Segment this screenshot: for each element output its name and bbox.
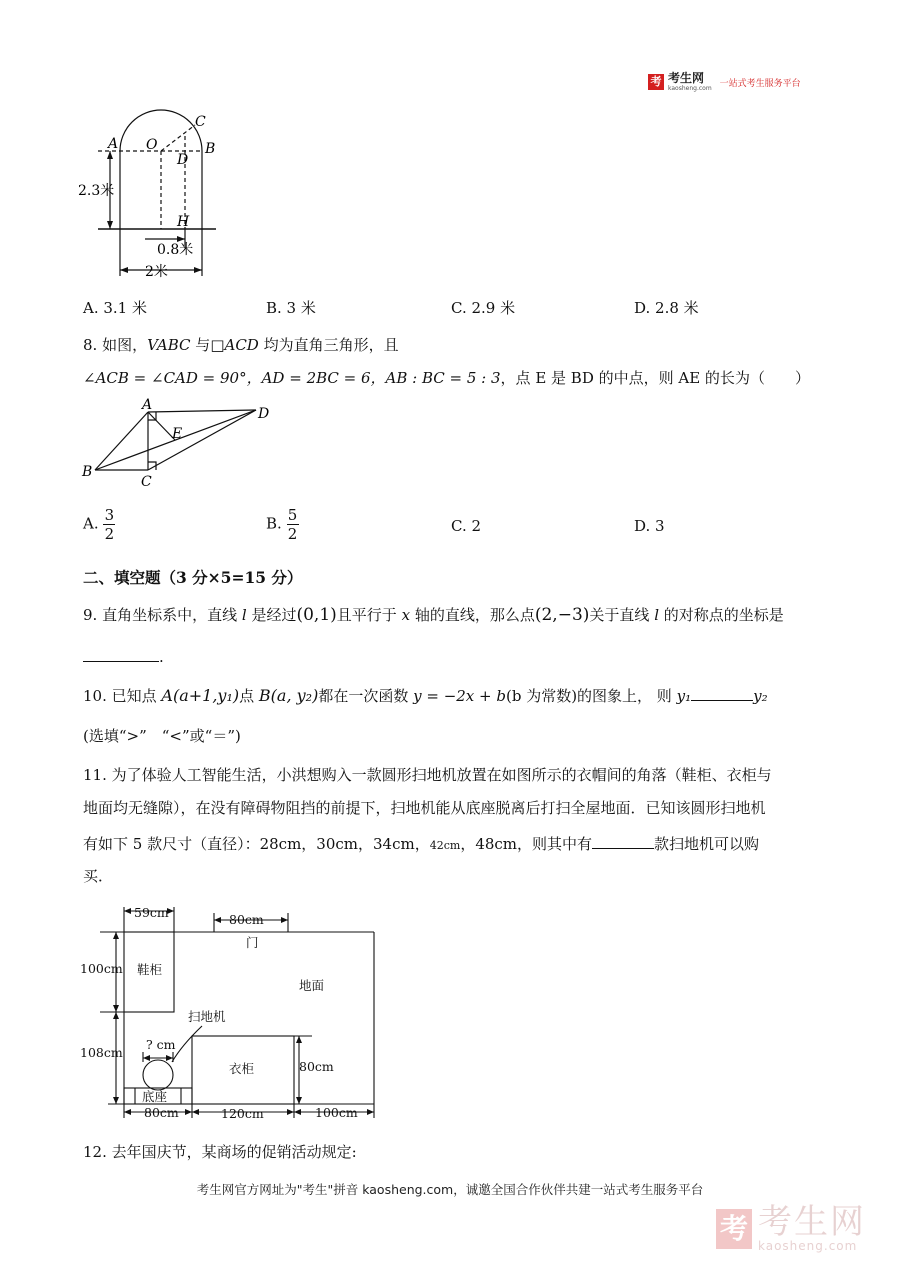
q9-line1 xyxy=(83,605,784,625)
fig11-wardrobe: 衣柜 xyxy=(229,1061,255,1076)
fig7-label-o: O xyxy=(146,137,158,153)
q11-line1: 11. 为了体验人工智能生活，小洪想购入一款圆形扫地机放置在如图所示的衣帽间的角落（鞋柜、衣柜与 xyxy=(83,766,772,784)
q8-mid: 与 xyxy=(190,336,211,354)
q10-text-b: 点 xyxy=(239,687,255,705)
q8-question: ，点 E 是 BD 的中点，则 AE 的长为（ ） xyxy=(500,369,810,387)
fig11-width-59: 59cm xyxy=(134,905,169,920)
fig7-label-a: A xyxy=(108,136,119,152)
q11-answer-blank xyxy=(592,832,654,849)
q9-point-1: (0,1) xyxy=(296,605,337,625)
q8-option-b-letter: B. xyxy=(266,514,282,533)
q8-option-d-letter: D. xyxy=(634,517,651,535)
watermark-domain: kaosheng.com xyxy=(758,1239,858,1253)
fig11-door: 门 xyxy=(246,935,259,950)
fig11-base: 底座 xyxy=(142,1089,168,1104)
q7-option-b: B. 3 米 xyxy=(266,299,316,317)
fig11-width-80-top: 80cm xyxy=(229,912,264,927)
fig8-label-b: B xyxy=(82,464,93,480)
logo-text xyxy=(668,72,712,92)
q8-option-b-num: 5 xyxy=(287,506,298,524)
q8-option-c-value: 2 xyxy=(471,517,482,535)
fig11-robot-vacuum: 扫地机 xyxy=(188,1009,226,1024)
fig11-bottom-80: 80cm xyxy=(144,1105,179,1120)
fig7-label-b: B xyxy=(205,141,216,157)
q7-option-c: C. 2.9 米 xyxy=(451,299,516,317)
q11-sizes-tail: ，48cm，则其中有 xyxy=(460,835,593,853)
q8-line1 xyxy=(83,335,399,355)
q10-hint: (选填“>” “<”或“＝”) xyxy=(83,727,241,745)
fig8-label-a: A xyxy=(142,397,153,413)
figure-q7-arch xyxy=(76,108,216,283)
q8-suffix: 均为直角三角形，且 xyxy=(258,336,399,354)
q8-prefix: 8. 如图， xyxy=(83,336,148,354)
figure-q8-triangles xyxy=(78,394,278,492)
q8-option-a-fraction xyxy=(103,506,115,543)
q9-text-e: 关于直线 xyxy=(589,606,650,624)
logo-slogan: 一站式考生服务平台 xyxy=(719,78,801,89)
q8-option-c xyxy=(451,516,481,536)
q8-option-a-num: 3 xyxy=(104,506,115,524)
section-title-fill-in: 二、填空题（3 分×5=15 分） xyxy=(83,568,303,587)
q8-option-d xyxy=(634,516,665,536)
q10-line1 xyxy=(83,684,768,706)
q8-option-b-den: 2 xyxy=(287,525,298,543)
q11-line3 xyxy=(83,832,759,856)
q12-text: 12. 去年国庆节，某商场的促销活动规定: xyxy=(83,1143,357,1161)
q9-period: . xyxy=(159,648,164,666)
q9-text-a: 9. 直角坐标系中，直线 xyxy=(83,606,238,624)
logo-name: 考生网 xyxy=(668,71,705,85)
fig7-offset-label: 0.8米 xyxy=(157,242,194,258)
q8-option-a xyxy=(83,506,115,543)
q10-text-a: 10. 已知点 xyxy=(83,687,157,705)
q8-triangle-acd: □ACD xyxy=(210,336,259,354)
q10-function: y = −2x + b xyxy=(413,687,506,705)
fig11-height-108: 108cm xyxy=(80,1045,123,1060)
q10-y2: y₂ xyxy=(753,687,768,705)
q10-text-d: (b 为常数)的图象上， 则 xyxy=(505,687,672,705)
q11-line4: 买． xyxy=(83,867,114,885)
logo-domain: kaosheng.com xyxy=(668,85,712,92)
q8-option-b xyxy=(266,506,299,543)
q9-text-c: 且平行于 xyxy=(336,606,397,624)
q10-answer-blank xyxy=(691,684,753,701)
q9-text-f: 的对称点的坐标是 xyxy=(663,606,784,624)
fig8-label-c: C xyxy=(141,474,152,490)
fig8-label-e: E xyxy=(172,426,183,442)
q8-option-a-den: 2 xyxy=(104,525,115,543)
q8-option-b-fraction xyxy=(287,506,299,543)
q11-sizes: 有如下 5 款尺寸（直径）：28cm，30cm，34cm， xyxy=(83,835,430,853)
fig7-width-label: 2米 xyxy=(145,264,168,280)
fig8-label-d: D xyxy=(258,406,270,422)
fig11-bottom-120: 120cm xyxy=(221,1106,264,1121)
q8-triangle-abc: VABC xyxy=(147,336,191,354)
header-logo xyxy=(648,72,801,92)
q7-option-a: A. 3.1 米 xyxy=(83,299,147,317)
fig11-shoe-cabinet: 鞋柜 xyxy=(137,962,163,977)
q8-conditions: ∠ACB = ∠CAD = 90°，AD = 2BC = 6，AB : BC = 5 : 3 xyxy=(83,369,501,387)
q11-line2: 地面均无缝隙），在没有障碍物阻挡的前提下，扫地机能从底座脱离后打扫全屋地面．已知该圆形扫地机 xyxy=(83,799,766,817)
q9-point-2: (2,−3) xyxy=(534,605,590,625)
fig7-label-h: H xyxy=(177,214,190,230)
q9-line-l-2: l xyxy=(654,606,660,624)
q8-option-a-letter: A. xyxy=(83,514,99,533)
q11-line3-end: 款扫地机可以购 xyxy=(654,835,760,853)
q9-line-l: l xyxy=(241,606,247,624)
q9-answer-line xyxy=(83,645,164,667)
logo-icon: 考 xyxy=(648,74,664,90)
fig7-height-label: 2.3米 xyxy=(78,183,115,199)
q10-y1: y₁ xyxy=(676,687,692,705)
fig7-label-c: C xyxy=(195,114,206,130)
q8-line2 xyxy=(83,368,810,388)
watermark xyxy=(716,1204,866,1253)
fig11-height-80: 80cm xyxy=(299,1059,334,1074)
watermark-text xyxy=(758,1204,866,1253)
fig11-bottom-100: 100cm xyxy=(315,1105,358,1120)
q8-option-c-letter: C. xyxy=(451,517,467,535)
figure-q11-room xyxy=(78,900,378,1125)
q9-text-b: 是经过 xyxy=(251,606,297,624)
q9-text-d: 轴的直线，那么点 xyxy=(414,606,535,624)
footer-note: 考生网官方网址为"考生"拼音 kaosheng.com，诚邀全国合作伙伴共建一站式考生服务平台 xyxy=(196,1182,704,1197)
q10-point-b: B(a, y₂) xyxy=(258,686,319,705)
fig7-label-d: D xyxy=(177,152,189,168)
q11-size-42: 42cm xyxy=(429,839,461,852)
watermark-name: 考生网 xyxy=(758,1202,866,1242)
fig11-unknown-diameter: ? cm xyxy=(146,1037,176,1052)
q10-point-a: A(a+1,y₁) xyxy=(161,686,240,705)
watermark-icon: 考 xyxy=(716,1209,752,1249)
q7-option-d: D. 2.8 米 xyxy=(634,299,699,317)
q10-text-c: 都在一次函数 xyxy=(318,687,409,705)
q8-option-d-value: 3 xyxy=(655,517,665,535)
fig11-height-100: 100cm xyxy=(80,961,123,976)
q9-answer-blank xyxy=(83,645,159,662)
fig11-floor: 地面 xyxy=(299,978,325,993)
q9-x-axis: x xyxy=(401,606,411,624)
